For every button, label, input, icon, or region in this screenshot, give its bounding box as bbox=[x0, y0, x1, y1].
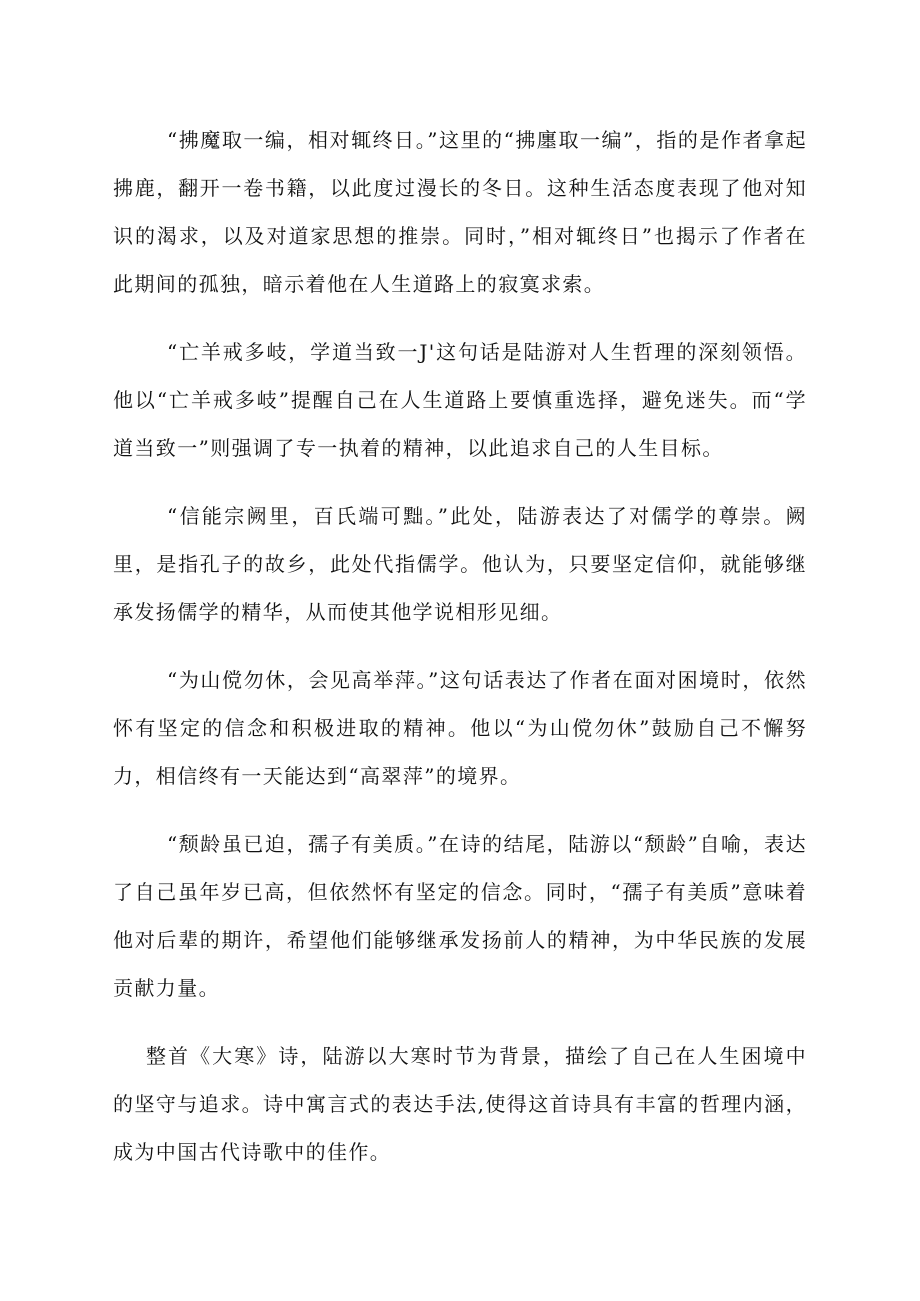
paragraph-queli: “信能宗阙里，百氏端可黜。”此处，陆游表达了对儒学的尊崇。阙里，是指孔子的故乡，此处代指儒学。他认为，只要坚定信仰，就能够继承发扬儒学的精华，从而使其他学说相形见细。 bbox=[113, 504, 807, 624]
paragraph-tuiling: “颓龄虽已迫，孺子有美质。”在诗的结尾，陆游以“颓龄”自喻，表达了自己虽年岁已高，但依然怀有坚定的信念。同时，“孺子有美质”意味着他对后辈的期许，希望他们能够继承发扬前人的精神，为中华民族的发展贡献力量。 bbox=[113, 832, 807, 1000]
paragraph-weishan: “为山傥勿休，会见高举萍。”这句话表达了作者在面对困境时，依然怀有坚定的信念和积极进取的精神。他以“为山傥勿休”鼓励自己不懈努力，相信终有一天能达到“高翠萍”的境界。 bbox=[113, 668, 807, 788]
paragraph-conclusion: 整首《大寒》诗，陆游以大寒时节为背景，描绘了自己在人生困境中的坚守与追求。诗中寓言式的表达手法,使得这首诗具有丰富的哲理内涵，成为中国古代诗歌中的佳作。 bbox=[113, 1044, 807, 1164]
document-body bbox=[113, 116, 807, 1196]
paragraph-fuchen: “拂魔取一编，相对辄终日。”这里的“拂廛取一编”，指的是作者拿起拂鹿，翻开一卷书籍，以此度过漫长的冬日。这种生活态度表现了他对知识的渴求，以及对道家思想的推崇。同时，”相对辄终日”也揭示了作者在此期间的孤独，暗示着他在人生道路上的寂寞求索。 bbox=[113, 128, 807, 296]
paragraph-wangyang: “亡羊戒多岐，学道当致一J'这句话是陆游对人生哲理的深刻领悟。他以“亡羊戒多岐”提醒自己在人生道路上要慎重选择，避免迷失。而“学道当致一”则强调了专一执着的精神，以此追求自己的人生目标。 bbox=[113, 340, 807, 460]
